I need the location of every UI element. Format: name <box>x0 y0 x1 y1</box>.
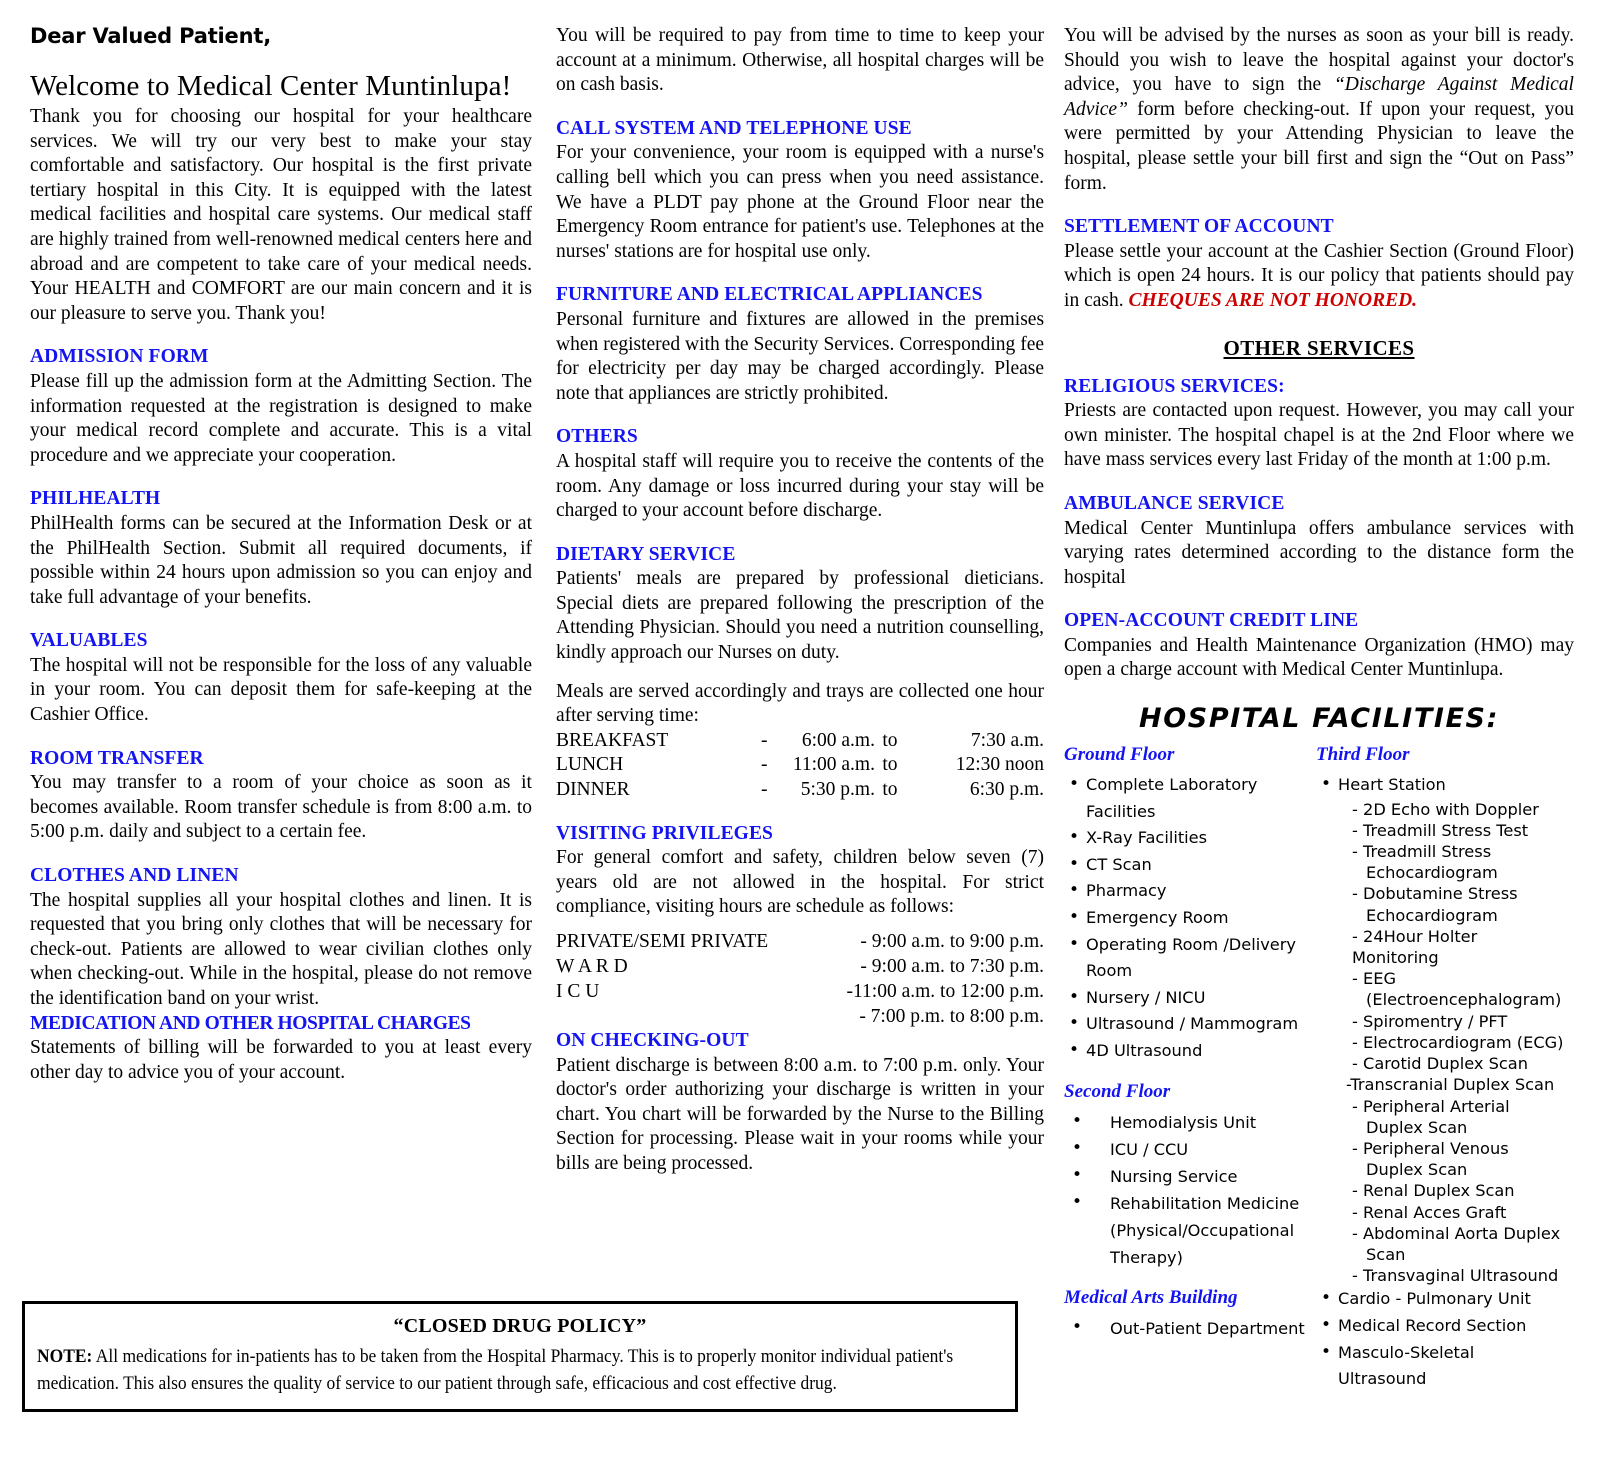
lead-text-before: You will be advised by the nurses as soon as your bill is ready. Should you wish to leave the hospital against your doctor's advice, you have to sign the <box>1064 25 1574 96</box>
sub-list-item: (Electroencephalogram) <box>1366 990 1562 1010</box>
heading-settlement-of-account: SETTLEMENT OF ACCOUNT <box>1064 216 1334 238</box>
meal-start: 5:30 p.m. <box>800 779 875 801</box>
visiting-room-type: W A R D <box>555 956 628 977</box>
sub-list-item: - Peripheral Venous <box>1352 1138 1509 1158</box>
sub-list-item: Scan <box>1366 1244 1406 1264</box>
intro-paragraph: Thank you for choosing our hospital for your healthcare services. We will try our very best to make your stay comfortable and satisfactory. Our hospital is the first private tertiary hospital in this City. It is equipped with the latest medical facilities and hospital care systems. Our medical staff are highly trained from well-renowned medical centers here and abroad and are competent to take care of your medical needs. Your HEALTH and COMFORT are our main concern and it is our pleasure to serve you. Thank you! <box>30 106 532 324</box>
column-two <box>556 24 1064 1177</box>
meal-to: to <box>882 754 898 776</box>
body-room-transfer: You may transfer to a room of your choice as soon as it becomes available. Room transfer schedule is from 8:00 a.m. to 5:00 p.m. daily and subject to a certain fee. <box>30 772 532 843</box>
heading-valuables: VALUABLES <box>30 630 148 652</box>
heading-clothes-and-linen: CLOTHES AND LINEN <box>30 865 239 887</box>
meal-to: to <box>882 779 898 801</box>
list-item-continuation: Therapy) <box>1110 1247 1183 1267</box>
heading-open-account-credit-line: OPEN-ACCOUNT CREDIT LINE <box>1064 610 1359 632</box>
body-philhealth: PhilHealth forms can be secured at the Information Desk or at the PhilHealth Section. Submit all required documents, if possible within 24 hours upon admission so you can enjoy and take full advantage of your benefits. <box>30 512 532 608</box>
meal-start: 11:00 a.m. <box>792 754 875 776</box>
visiting-hours: - 9:00 a.m. to 7:30 p.m. <box>860 956 1045 977</box>
lead-paragraph-payment: You will be required to pay from time to time to keep your account at a minimum. Otherwise, all hospital charges will be on cash basis. <box>555 25 1045 96</box>
body-others: A hospital staff will require you to receive the contents of the room. Any damage or loss incurred during your stay will be charged to your account before discharge. <box>555 450 1045 522</box>
list-item: • Medical Record Section <box>1316 1313 1566 1340</box>
table-row <box>556 1004 1044 1029</box>
floor-label-second: Second Floor <box>1064 1080 1171 1102</box>
sub-list-item: - 24Hour Holter Monitoring <box>1352 926 1478 968</box>
meal-name: DINNER <box>555 779 630 801</box>
sub-list-item: - 2D Echo with Doppler <box>1352 799 1539 819</box>
heading-admission-form: ADMISSION FORM <box>30 346 209 368</box>
body-religious-services: Priests are contacted upon request. However, you may call your own minister. The hospital chapel is at the 2nd Floor where we have mass services every last Friday of the month at 1:00 p.m. <box>1064 400 1574 471</box>
sub-list-item: - Transvaginal Ultrasound <box>1352 1266 1559 1286</box>
heading-religious-services: RELIGIOUS SERVICES: <box>1064 375 1285 397</box>
column-three <box>1064 24 1574 1393</box>
list-item: • Rehabilitation Medicine <box>1064 1190 1316 1217</box>
heading-ambulance-service: AMBULANCE SERVICE <box>1064 492 1285 514</box>
table-row <box>556 753 1044 778</box>
cheques-warning: CHEQUES ARE NOT HONORED. <box>1128 289 1418 311</box>
closed-drug-policy-note <box>37 1343 1000 1397</box>
table-row <box>556 778 1044 803</box>
list-item-continuation: (Physical/Occupational <box>1110 1220 1295 1240</box>
floor-label-ground: Ground Floor <box>1064 744 1175 766</box>
list-item: • Ultrasound / Mammogram <box>1064 1011 1316 1038</box>
body-visiting-privileges: For general comfort and safety, children below seven (7) years old are not allowed in the hospital. For strict compliance, visiting hours are schedule as follows: <box>555 847 1045 918</box>
sub-list-item: - Renal Duplex Scan <box>1352 1181 1515 1201</box>
meal-dash: - <box>760 779 768 801</box>
meal-end: 12:30 noon <box>955 754 1045 776</box>
heading-medication-charges: MEDICATION AND OTHER HOSPITAL CHARGES <box>30 1012 471 1034</box>
visiting-room-type: I C U <box>555 981 600 1002</box>
sub-list-item: - Treadmill Stress <box>1352 842 1492 862</box>
list-item: • Out-Patient Department <box>1064 1315 1316 1342</box>
sub-list-item: - EEG <box>1352 969 1397 989</box>
list-item: • Heart Station <box>1316 772 1566 799</box>
sub-list-item: - Peripheral Arterial <box>1352 1096 1510 1116</box>
sub-list-item: - Abdominal Aorta Duplex <box>1352 1223 1561 1243</box>
list-item: • Nursery / NICU <box>1064 985 1316 1012</box>
body-dietary-service: Patients' meals are prepared by professional dieticians. Special diets are prepared following the prescription of the Attending Physician. Should you need a nutrition counselling, kindly approach our Nurses on duty. <box>555 568 1045 664</box>
lead-text-after: form before checking-out. If upon your request, you were permitted by your Attending Physician to leave the hospital, please settle your bill first and sign the “Out on Pass” form. <box>1064 98 1574 194</box>
body-valuables: The hospital will not be responsible for the loss of any valuable in your room. You can deposit them for safe-keeping at the Cashier Office. <box>30 654 532 726</box>
table-row <box>556 729 1044 754</box>
meal-name: LUNCH <box>555 754 624 776</box>
sub-list-item: Echocardiogram <box>1366 863 1498 883</box>
salutation: Dear Valued Patient, <box>30 24 271 48</box>
spacer <box>556 666 1044 680</box>
meal-end: 7:30 a.m. <box>970 729 1045 751</box>
meals-intro: Meals are served accordingly and trays are collected one hour after serving time: <box>555 680 1045 727</box>
list-item: • Cardio - Pulmonary Unit <box>1316 1286 1566 1313</box>
facilities-columns <box>1064 744 1574 1393</box>
heading-philhealth: PHILHEALTH <box>30 488 161 510</box>
sub-list-item: - Renal Acces Graft <box>1352 1202 1507 1222</box>
sub-list-item: - Spiromentry / PFT <box>1352 1011 1508 1031</box>
spacer <box>556 920 1044 929</box>
meal-start: 6:00 a.m. <box>801 729 875 751</box>
floor-label-medical-arts: Medical Arts Building <box>1064 1286 1238 1308</box>
meal-name: BREAKFAST <box>555 729 669 751</box>
hospital-facilities-title: HOSPITAL FACILITIES: <box>1139 703 1499 735</box>
visiting-room-type: PRIVATE/SEMI PRIVATE <box>555 931 769 952</box>
body-open-account-credit-line: Companies and Health Maintenance Organization (HMO) may open a charge account with Medical Center Muntinlupa. <box>1064 634 1574 681</box>
sub-list-item: - Treadmill Stress Test <box>1352 820 1529 840</box>
table-row <box>556 954 1044 979</box>
sub-list-item: Duplex Scan <box>1366 1160 1468 1180</box>
note-body: All medications for in-patients has to be taken from the Hospital Pharmacy. This is to properly monitor individual patient's medication. This also ensures the quality of service to our patient through safe, efficacious and cost effective drug. <box>37 1346 954 1394</box>
sub-list-item: - Dobutamine Stress <box>1352 884 1518 904</box>
facilities-right-column <box>1316 744 1566 1393</box>
settlement-text: Please settle your account at the Cashier Section (Ground Floor) which is open 24 hours. It is our policy that patients should pay in cash. <box>1064 240 1574 311</box>
sub-list-item: - Electrocardiogram (ECG) <box>1352 1032 1564 1052</box>
sub-list-item: -Transcranial Duplex Scan <box>1346 1075 1555 1095</box>
table-row <box>556 979 1044 1004</box>
third-floor-list <box>1316 772 1566 799</box>
list-item: • Hemodialysis Unit <box>1064 1109 1316 1136</box>
list-item: • CT Scan <box>1064 852 1316 879</box>
meal-schedule-table <box>556 729 1044 803</box>
welcome-title: Welcome to Medical Center Muntinlupa! <box>30 70 512 102</box>
visiting-room-type <box>556 1004 809 1029</box>
second-floor-list <box>1064 1109 1316 1271</box>
meal-to: to <box>882 729 898 751</box>
body-clothes-and-linen: The hospital supplies all your hospital clothes and linen. It is requested that you bring only clothes that will be necessary for check-out. Patients are allowed to wear civilian clothes only when checking-out. While in the hospital, please do not remove the identification band on your wrist. <box>30 889 532 1009</box>
medical-arts-list <box>1064 1315 1316 1342</box>
heading-others: OTHERS <box>555 426 638 448</box>
sub-list-item: Echocardiogram <box>1366 905 1498 925</box>
heading-dietary-service: DIETARY SERVICE <box>555 543 736 565</box>
list-item: • ICU / CCU <box>1064 1136 1316 1163</box>
body-settlement-of-account <box>1064 240 1574 314</box>
list-item: • Nursing Service <box>1064 1163 1316 1190</box>
heading-room-transfer: ROOM TRANSFER <box>30 747 204 769</box>
heading-call-system: CALL SYSTEM AND TELEPHONE USE <box>555 117 912 139</box>
body-on-checking-out: Patient discharge is between 8:00 a.m. to 7:00 p.m. only. Your doctor's order authorizing your discharge is written in your chart. You chart will be forwarded by the Nurse to the Billing Section for processing. Please wait in your rooms while your bills are being processed. <box>555 1054 1045 1174</box>
meal-dash: - <box>760 754 768 776</box>
list-item: • Emergency Room <box>1064 905 1316 932</box>
other-services-title: OTHER SERVICES <box>1223 335 1415 360</box>
visiting-hours: - 9:00 a.m. to 9:00 p.m. <box>860 931 1045 952</box>
visiting-hours-table <box>556 929 1044 1029</box>
list-item: • Pharmacy <box>1064 878 1316 905</box>
body-furniture-appliances: Personal furniture and fixtures are allowed in the premises when registered with the Security Services. Corresponding fee for electricity per day may be charged accordingly. Please note that appliances are strictly prohibited. <box>555 308 1045 404</box>
sub-list-item: - Carotid Duplex Scan <box>1352 1054 1528 1074</box>
sub-list-item: Duplex Scan <box>1366 1117 1468 1137</box>
heart-station-sublist <box>1316 799 1566 1287</box>
body-ambulance-service: Medical Center Muntinlupa offers ambulance services with varying rates determined according to the distance form the hospital <box>1064 517 1574 588</box>
meal-end: 6:30 p.m. <box>969 779 1045 801</box>
heading-furniture-appliances: FURNITURE AND ELECTRICAL APPLIANCES <box>555 284 983 306</box>
visiting-hours: - 7:00 p.m. to 8:00 p.m. <box>859 1006 1045 1027</box>
body-medication-charges: Statements of billing will be forwarded to you at least every other day to advice you of your account. <box>30 1037 532 1083</box>
three-column-layout <box>30 24 1574 1393</box>
list-item: • 4D Ultrasound <box>1064 1038 1316 1065</box>
third-floor-other-list <box>1316 1286 1566 1392</box>
heading-on-checking-out: ON CHECKING-OUT <box>555 1030 749 1051</box>
body-call-system: For your convenience, your room is equipped with a nurse's calling bell which you can press when you need assistance. We have a PLDT pay phone at the Ground Floor near the Emergency Room entrance for patient's use. Telephones at the nurses' stations are for hospital use only. <box>555 142 1045 262</box>
discharge-form-name: “Discharge Against Medical Advice” <box>1064 74 1574 120</box>
heading-visiting-privileges: VISITING PRIVILEGES <box>555 822 773 844</box>
lead-paragraph-discharge <box>1064 24 1574 196</box>
ground-floor-list <box>1064 772 1316 1065</box>
note-label: NOTE: <box>37 1346 93 1367</box>
visiting-hours: -11:00 a.m. to 12:00 p.m. <box>846 981 1045 1002</box>
table-row <box>556 929 1044 954</box>
column-one <box>30 24 556 1085</box>
list-item: • X-Ray Facilities <box>1064 825 1316 852</box>
closed-drug-policy-title: “CLOSED DRUG POLICY” <box>393 1315 647 1337</box>
floor-label-third: Third Floor <box>1316 744 1410 766</box>
facilities-left-column <box>1064 744 1316 1393</box>
meal-dash: - <box>760 729 768 751</box>
list-item: • Operating Room /Delivery Room <box>1064 932 1316 985</box>
list-item: • Masculo-Skeletal Ultrasound <box>1316 1340 1566 1393</box>
body-admission-form: Please fill up the admission form at the Admitting Section. The information requested at the registration is designed to make your medical record complete and accurate. This is a vital procedure and we appreciate your cooperation. <box>30 370 532 466</box>
list-item: • Complete Laboratory Facilities <box>1064 772 1316 825</box>
closed-drug-policy-box <box>22 1301 1018 1412</box>
